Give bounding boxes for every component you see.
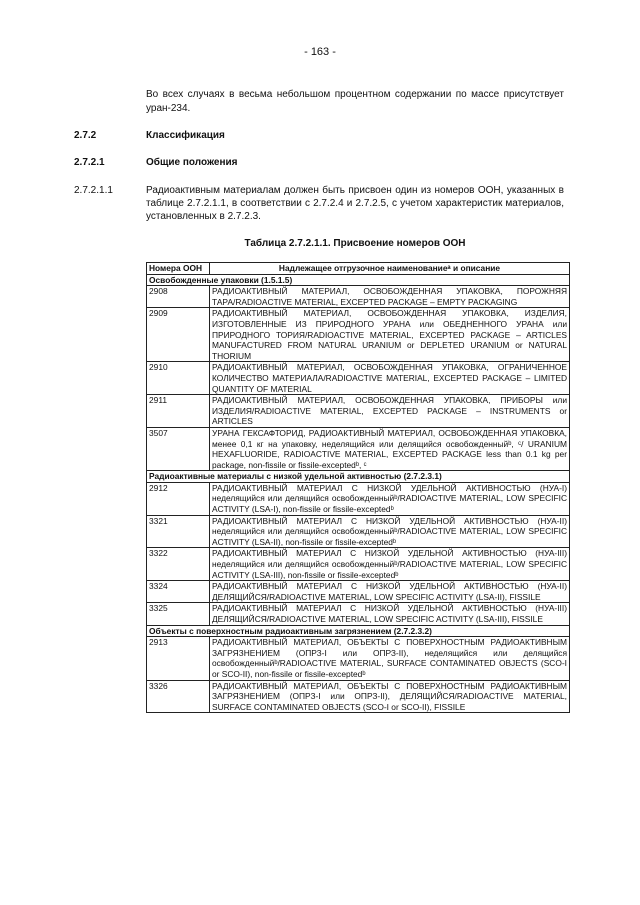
description-cell: РАДИОАКТИВНЫЙ МАТЕРИАЛ, ОСВОБОЖДЕННАЯ УПАКОВКА, ОГРАНИЧЕННОЕ КОЛИЧЕСТВО МАТЕРИАЛА/RADIOACTIVE MATERIAL, EXCEPTED PACKAGE – LIMITED QUANTITY OF MATERIAL bbox=[210, 362, 570, 395]
table-section-row bbox=[147, 274, 570, 286]
un-number-cell: 3507 bbox=[147, 427, 210, 470]
description-cell: РАДИОАКТИВНЫЙ МАТЕРИАЛ, ОСВОБОЖДЕННАЯ УПАКОВКА, ИЗДЕЛИЯ, ИЗГОТОВЛЕННЫЕ ИЗ ПРИРОДНОГО УРАНА или ОБЕДНЕННОГО УРАНА или ПРИРОДНОГО ТОРИЯ/RADIOACTIVE MATERIAL, EXCEPTED PACKAGE – ARTICLES MANUFACTURED FROM NATURAL URANIUM or DEPLETED URANIUM or NATURAL THORIUM bbox=[210, 308, 570, 362]
description-cell: РАДИОАКТИВНЫЙ МАТЕРИАЛ, ОБЪЕКТЫ С ПОВЕРХНОСТНЫМ РАДИОАКТИВНЫМ ЗАГРЯЗНЕНИЕМ (ОПРЗ-I или ОПРЗ-II), ДЕЛЯЩИЙСЯ/RADIOACTIVE MATERIAL, SURFACE CONTAMINATED OBJECTS (SCO-I or SCO-II), FISSILE bbox=[210, 680, 570, 713]
header-shipping-name: Надлежащее отгрузочное наименованиеᵃ и описание bbox=[210, 263, 570, 275]
description-cell: РАДИОАКТИВНЫЙ МАТЕРИАЛ, ОСВОБОЖДЕННАЯ УПАКОВКА, ПОРОЖНЯЯ ТАРА/RADIOACTIVE MATERIAL, EXCEPTED PACKAGE – EMPTY PACKAGING bbox=[210, 286, 570, 308]
paragraph-text: Радиоактивным материалам должен быть присвоен один из номеров ООН, указанных в таблице 2.7.2.1.1, в соответствии с 2.7.2.4 и 2.7.2.5, с учетом характеристик материалов, установленных в 2.7.2.3. bbox=[146, 185, 564, 222]
un-number-cell: 2913 bbox=[147, 637, 210, 680]
table-header-row bbox=[147, 263, 570, 275]
section-title: Классификация bbox=[146, 130, 225, 141]
section-heading-cell: Радиоактивные материалы с низкой удельной активностью (2.7.2.3.1) bbox=[147, 471, 570, 483]
un-number-cell: 2911 bbox=[147, 395, 210, 428]
table-title: Таблица 2.7.2.1.1. Присвоение номеров ООН bbox=[244, 238, 466, 249]
table-row bbox=[147, 680, 570, 713]
paragraph-number: 2.7.2.1.1 bbox=[74, 185, 113, 196]
section-number: 2.7.2.1 bbox=[74, 157, 105, 168]
description-cell: РАДИОАКТИВНЫЙ МАТЕРИАЛ С НИЗКОЙ УДЕЛЬНОЙ АКТИВНОСТЬЮ (НУА-II) ДЕЛЯЩИЙСЯ/RADIOACTIVE MATERIAL, LOW SPECIFIC ACTIVITY (LSA-II), FISSILE bbox=[210, 581, 570, 603]
un-number-cell: 3326 bbox=[147, 680, 210, 713]
description-cell: РАДИОАКТИВНЫЙ МАТЕРИАЛ С НИЗКОЙ УДЕЛЬНОЙ АКТИВНОСТЬЮ (НУА-I) неделящийся или делящийся освобожденныйᵇ/RADIOACTIVE MATERIAL, LOW SPECIFIC ACTIVITY (LSA-I), non-fissile or fissile-exceptedᵇ bbox=[210, 482, 570, 515]
table-row bbox=[147, 308, 570, 362]
section-heading-cell: Освобожденные упаковки (1.5.1.5) bbox=[147, 274, 570, 286]
table-row bbox=[147, 482, 570, 515]
un-number-table bbox=[146, 262, 570, 713]
section-title: Общие положения bbox=[146, 157, 238, 168]
header-un-number: Номера ООН bbox=[147, 263, 210, 275]
un-number-cell: 2912 bbox=[147, 482, 210, 515]
un-number-cell: 3324 bbox=[147, 581, 210, 603]
table-row bbox=[147, 548, 570, 581]
table-row bbox=[147, 395, 570, 428]
description-cell: РАДИОАКТИВНЫЙ МАТЕРИАЛ, ОБЪЕКТЫ С ПОВЕРХНОСТНЫМ РАДИОАКТИВНЫМ ЗАГРЯЗНЕНИЕМ (ОПРЗ-I или ОПРЗ-II), неделящийся или делящийся освобожденныйᵇ/RADIOACTIVE MATERIAL, SURFACE CONTAMINATED OBJECTS (SCO-I or SCO-II), non-fissile or fissile-exceptedᵇ bbox=[210, 637, 570, 680]
table-section-row bbox=[147, 625, 570, 637]
section-heading-cell: Объекты с поверхностным радиоактивным загрязнением (2.7.2.3.2) bbox=[147, 625, 570, 637]
un-number-cell: 3322 bbox=[147, 548, 210, 581]
description-cell: УРАНА ГЕКСАФТОРИД, РАДИОАКТИВНЫЙ МАТЕРИАЛ, ОСВОБОЖДЕННАЯ УПАКОВКА, менее 0,1 кг на упаковку, неделящийся или делящийся освобожденныйᵇ, ᶜ/ URANIUM HEXAFLUORIDE, RADIOACTIVE MATERIAL, EXCEPTED PACKAGE less than 0.1 kg per package, non-fissile or fissile-exceptedᵇ, ᶜ bbox=[210, 427, 570, 470]
un-number-cell: 3325 bbox=[147, 603, 210, 625]
page-number: - 163 - bbox=[304, 46, 336, 58]
description-cell: РАДИОАКТИВНЫЙ МАТЕРИАЛ С НИЗКОЙ УДЕЛЬНОЙ АКТИВНОСТЬЮ (НУА-III) неделящийся или делящийся освобожденныйᵇ/RADIOACTIVE MATERIAL, LOW SPECIFIC ACTIVITY (LSA-III), non-fissile or fissile-exceptedᵇ bbox=[210, 548, 570, 581]
table-row bbox=[147, 637, 570, 680]
un-number-cell: 2910 bbox=[147, 362, 210, 395]
un-number-cell: 2908 bbox=[147, 286, 210, 308]
table-row bbox=[147, 515, 570, 548]
description-cell: РАДИОАКТИВНЫЙ МАТЕРИАЛ С НИЗКОЙ УДЕЛЬНОЙ АКТИВНОСТЬЮ (НУА-II) неделящийся или делящийся освобожденныйᵇ/RADIOACTIVE MATERIAL, LOW SPECIFIC ACTIVITY (LSA-II), non-fissile or fissile-exceptedᵇ bbox=[210, 515, 570, 548]
un-number-cell: 3321 bbox=[147, 515, 210, 548]
table-row bbox=[147, 286, 570, 308]
un-number-cell: 2909 bbox=[147, 308, 210, 362]
description-cell: РАДИОАКТИВНЫЙ МАТЕРИАЛ, ОСВОБОЖДЕННАЯ УПАКОВКА, ПРИБОРЫ или ИЗДЕЛИЯ/RADIOACTIVE MATERIAL, EXCEPTED PACKAGE – INSTRUMENTS or ARTICLES bbox=[210, 395, 570, 428]
table-row bbox=[147, 603, 570, 625]
description-cell: РАДИОАКТИВНЫЙ МАТЕРИАЛ С НИЗКОЙ УДЕЛЬНОЙ АКТИВНОСТЬЮ (НУА-III) ДЕЛЯЩИЙСЯ/RADIOACTIVE MATERIAL, LOW SPECIFIC ACTIVITY (LSA-III), FISSILE bbox=[210, 603, 570, 625]
table-row bbox=[147, 427, 570, 470]
table-row bbox=[147, 581, 570, 603]
section-number: 2.7.2 bbox=[74, 130, 97, 141]
intro-paragraph: Во всех случаях в весьма небольшом процентном содержании по массе присутствует уран-234. bbox=[146, 89, 564, 114]
table-row bbox=[147, 362, 570, 395]
table-section-row bbox=[147, 471, 570, 483]
